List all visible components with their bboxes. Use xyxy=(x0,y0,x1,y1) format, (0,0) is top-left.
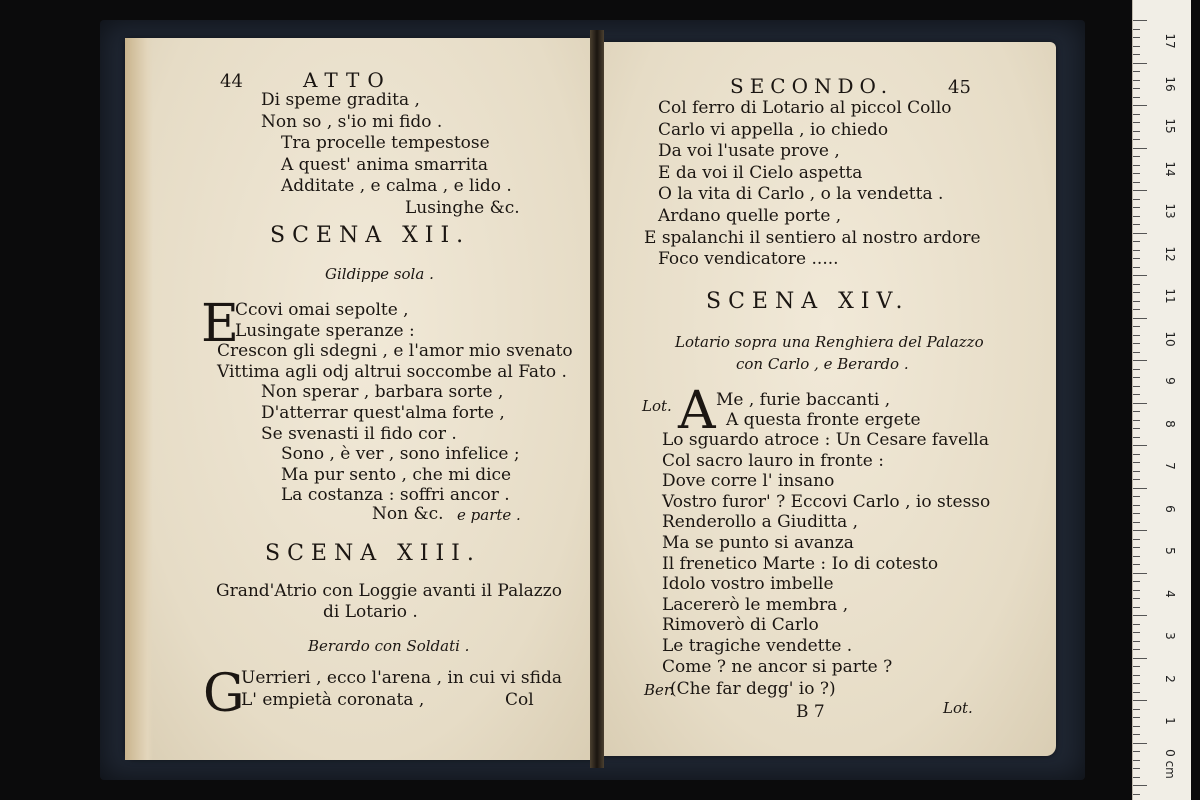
ruler-tick xyxy=(1133,768,1140,769)
right-running-head: SECONDO. xyxy=(730,74,894,98)
ruler-tick xyxy=(1133,173,1140,174)
ruler-tick xyxy=(1133,207,1140,208)
ruler-tick xyxy=(1133,573,1147,574)
scene-14-second-line: A questa fronte ergete xyxy=(726,410,921,430)
ruler-tick xyxy=(1133,326,1140,327)
ruler-tick xyxy=(1133,233,1147,234)
scene-14-verse-line: Lacererò le membra , xyxy=(662,594,849,615)
scene-12-verse-line: Ma pur sento , che mi dice xyxy=(281,464,512,485)
ruler-tick xyxy=(1133,751,1140,752)
ruler-tick xyxy=(1133,547,1140,548)
ruler-tick xyxy=(1133,131,1140,132)
ruler-tick xyxy=(1133,105,1147,106)
berardo-line: (Che far degg' io ?) xyxy=(670,679,836,699)
ruler-tick xyxy=(1133,394,1140,395)
ruler-tick xyxy=(1133,581,1140,582)
ruler-tick xyxy=(1133,496,1140,497)
left-page-number: 44 xyxy=(220,71,243,92)
scene-14-verse-line: Vostro furor' ? Eccovi Carlo , io stesso xyxy=(662,491,991,512)
scene-12-dropcap: E xyxy=(201,294,239,354)
scene-14-first-line: Me , furie baccanti , xyxy=(716,390,891,410)
ruler-tick xyxy=(1133,182,1140,183)
ruler-tick xyxy=(1133,607,1140,608)
ruler-tick xyxy=(1133,683,1140,684)
ruler-tick xyxy=(1133,360,1147,361)
ruler-tick xyxy=(1133,420,1140,421)
right-top-verse-line: O la vita di Carlo , o la vendetta . xyxy=(658,184,944,205)
ruler-tick xyxy=(1133,505,1140,506)
ruler-tick xyxy=(1133,649,1140,650)
right-top-verse-line: Carlo vi appella , io chiedo xyxy=(658,119,889,140)
ruler-tick xyxy=(1133,564,1140,565)
scene-13-cast: Berardo con Soldati . xyxy=(308,637,470,655)
ruler-number: 10 xyxy=(1163,330,1177,347)
scene-14-setting-2: con Carlo , e Berardo . xyxy=(736,355,909,373)
ruler-tick xyxy=(1133,190,1147,191)
ruler-tick xyxy=(1133,462,1140,463)
right-top-verse-line: Foco vendicatore ..... xyxy=(658,249,839,270)
right-top-verse-line: Col ferro di Lotario al piccol Collo xyxy=(658,98,952,118)
scene-13-line-1: Uerrieri , ecco l'arena , in cui vi sfida xyxy=(241,668,563,688)
right-top-verse-line: Da voi l'usate prove , xyxy=(658,141,840,162)
ruler-tick xyxy=(1133,224,1140,225)
ruler-tick xyxy=(1133,598,1140,599)
ruler-tick xyxy=(1133,97,1140,98)
left-running-head: ATTO xyxy=(303,68,392,92)
scene-12-exit: e parte . xyxy=(457,506,521,524)
ruler-tick xyxy=(1133,709,1140,710)
left-top-verse-line: Non so , s'io mi fido . xyxy=(261,111,443,132)
ruler-tick xyxy=(1133,275,1147,276)
ruler-number: 7 xyxy=(1163,462,1177,470)
ruler-tick xyxy=(1133,156,1140,157)
ruler-number: 17 xyxy=(1163,33,1177,49)
ruler-tick xyxy=(1133,258,1140,259)
ruler-tick xyxy=(1133,165,1140,166)
ruler-tick xyxy=(1133,641,1140,642)
scene-12-verse-line: Se svenasti il fido cor . xyxy=(261,423,457,444)
ruler-tick xyxy=(1133,590,1140,591)
ruler-tick xyxy=(1133,743,1147,744)
ruler-tick xyxy=(1133,386,1140,387)
ruler-tick xyxy=(1133,632,1140,633)
ruler-tick xyxy=(1133,148,1147,149)
ruler-tick xyxy=(1133,666,1140,667)
ruler-tick xyxy=(1133,267,1140,268)
ruler-tick xyxy=(1133,624,1140,625)
ruler-tick xyxy=(1133,284,1140,285)
ruler-number: 15 xyxy=(1163,118,1177,134)
ruler-tick xyxy=(1133,794,1140,795)
ruler-tick xyxy=(1133,726,1140,727)
scene-14-verse-line: Come ? ne ancor si parte ? xyxy=(662,656,893,677)
ruler-number: 4 xyxy=(1163,589,1177,598)
scene-13-heading: SCENA XIII. xyxy=(265,541,481,566)
book-gutter xyxy=(590,30,604,768)
ruler-tick xyxy=(1133,292,1140,293)
scene-14-verse-line: Ma se punto si avanza xyxy=(662,533,854,553)
ruler-tick xyxy=(1133,80,1140,81)
scene-12-verse-line: D'atterrar quest'alma forte , xyxy=(261,403,505,423)
ruler-tick xyxy=(1133,539,1140,540)
scene-14-verse-line: Dove corre l' insano xyxy=(662,471,835,492)
left-page xyxy=(125,38,595,760)
ruler-number: 9 xyxy=(1163,377,1177,385)
scene-14-verse-line: Renderollo a Giuditta , xyxy=(662,512,859,533)
ruler-tick xyxy=(1133,445,1147,446)
ruler-tick xyxy=(1133,471,1140,472)
right-page xyxy=(598,42,1056,756)
left-top-verse-line: Di speme gradita , xyxy=(261,90,420,110)
ruler-tick xyxy=(1133,530,1147,531)
scene-12-verse-line: La costanza : soffri ancor . xyxy=(281,485,510,506)
ruler-tick xyxy=(1133,241,1140,242)
ruler-tick xyxy=(1133,411,1140,412)
scene-12-heading: SCENA XII. xyxy=(270,223,471,248)
ruler-number: 2 xyxy=(1163,674,1177,683)
ruler-tick xyxy=(1133,488,1147,489)
ruler-tick xyxy=(1133,675,1140,676)
ruler-tick xyxy=(1133,352,1140,353)
ruler-tick xyxy=(1133,377,1140,378)
ruler-tick xyxy=(1133,114,1140,115)
scene-13-line-2: L' empietà coronata , xyxy=(241,690,425,710)
ruler-tick xyxy=(1133,760,1140,761)
ruler-tick xyxy=(1133,403,1147,404)
ruler-tick xyxy=(1133,692,1140,693)
right-top-verse-line: Ardano quelle porte , xyxy=(658,206,842,226)
ruler-tick xyxy=(1133,250,1140,251)
left-top-verse-line: A quest' anima smarrita xyxy=(281,154,489,175)
ruler-tick xyxy=(1133,71,1140,72)
left-top-verse-line: Additate , e calma , e lido . xyxy=(281,176,512,196)
speaker-berardo: Ber. xyxy=(644,681,675,699)
ruler-tick xyxy=(1133,777,1140,778)
ruler-tick xyxy=(1133,216,1140,217)
signature-mark: B 7 xyxy=(796,702,825,722)
ruler-tick xyxy=(1133,20,1147,21)
scene-14-verse-line: Rimoverò di Carlo xyxy=(662,615,819,636)
ruler-tick xyxy=(1133,199,1140,200)
ruler-tick xyxy=(1133,479,1140,480)
ruler-number: 6 xyxy=(1163,504,1177,513)
scene-12-verse-line: Sono , è ver , sono infelice ; xyxy=(281,444,520,465)
ruler-tick xyxy=(1133,454,1140,455)
measuring-ruler xyxy=(1132,0,1191,800)
ruler-tick xyxy=(1133,513,1140,514)
scene-12-verse-line: Non sperar , barbara sorte , xyxy=(261,382,504,403)
ruler-tick xyxy=(1133,785,1147,786)
ruler-tick xyxy=(1133,301,1140,302)
ruler-tick xyxy=(1133,343,1140,344)
ruler-tick xyxy=(1133,29,1140,30)
ruler-number: 13 xyxy=(1163,203,1177,219)
ruler-tick xyxy=(1133,46,1140,47)
ruler-tick xyxy=(1133,522,1140,523)
left-top-verse-line: Lusinghe &c. xyxy=(405,197,520,218)
scene-14-verse-line: Le tragiche vendette . xyxy=(662,636,853,656)
scene-14-verse-line: Il frenetico Marte : Io di cotesto xyxy=(662,553,939,574)
ruler-tick xyxy=(1133,734,1140,735)
ruler-tick xyxy=(1133,122,1140,123)
right-page-number: 45 xyxy=(948,77,971,98)
scene-14-verse-line: Col sacro lauro in fronte : xyxy=(662,450,884,471)
ruler-number: 3 xyxy=(1163,632,1177,640)
scene-14-dropcap: A xyxy=(678,381,716,441)
scene-12-verse-line: Ccovi omai sepolte , xyxy=(235,300,409,320)
ruler-tick xyxy=(1133,615,1147,616)
ruler-number: 16 xyxy=(1163,75,1177,92)
ruler-number: 14 xyxy=(1163,160,1177,177)
right-catchword: Lot. xyxy=(943,699,973,717)
ruler-tick xyxy=(1133,309,1140,310)
ruler-tick xyxy=(1133,369,1140,370)
scene-12-refrain: Non &c. xyxy=(372,504,444,524)
ruler-tick xyxy=(1133,37,1140,38)
ruler-tick xyxy=(1133,428,1140,429)
ruler-number: 0 cm xyxy=(1163,748,1177,779)
left-top-verse-line: Tra procelle tempestose xyxy=(281,133,490,153)
ruler-tick xyxy=(1133,54,1140,55)
scene-14-verse-line: Lo sguardo atroce : Un Cesare favella xyxy=(662,430,990,450)
ruler-tick xyxy=(1133,556,1140,557)
scene-12-verse-line: Vittima agli odj altrui soccombe al Fato . xyxy=(217,361,567,382)
ruler-tick xyxy=(1133,139,1140,140)
ruler-tick xyxy=(1133,335,1140,336)
scene-12-verse-line: Crescon gli sdegni , e l'amor mio svenato xyxy=(217,341,573,362)
ruler-tick xyxy=(1133,88,1140,89)
ruler-number: 1 xyxy=(1163,717,1177,725)
ruler-tick xyxy=(1133,318,1147,319)
scene-12-cast: Gildippe sola . xyxy=(325,265,434,283)
right-top-verse-line: E spalanchi il sentiero al nostro ardore xyxy=(644,227,981,248)
scene-12-verse-line: Lusingate speranze : xyxy=(235,320,415,341)
ruler-tick xyxy=(1133,437,1140,438)
speaker-lotario: Lot. xyxy=(642,397,672,415)
ruler-number: 8 xyxy=(1163,419,1177,428)
right-top-verse-line: E da voi il Cielo aspetta xyxy=(658,162,863,183)
scene-13-dropcap: G xyxy=(203,664,245,724)
scene-14-verse-line: Idolo vostro imbelle xyxy=(662,574,834,595)
ruler-number: 11 xyxy=(1163,288,1177,304)
scene-14-heading: SCENA XIV. xyxy=(706,289,910,314)
ruler-number: 5 xyxy=(1163,547,1177,555)
scene-13-setting-2: di Lotario . xyxy=(323,602,418,622)
ruler-tick xyxy=(1133,700,1147,701)
ruler-tick xyxy=(1133,717,1140,718)
ruler-number: 12 xyxy=(1163,245,1177,262)
ruler-tick xyxy=(1133,63,1147,64)
ruler-tick xyxy=(1133,658,1147,659)
scene-13-setting-1: Grand'Atrio con Loggie avanti il Palazzo xyxy=(216,581,562,601)
left-catchword: Col xyxy=(505,690,534,710)
scene-14-setting-1: Lotario sopra una Renghiera del Palazzo xyxy=(675,333,984,351)
